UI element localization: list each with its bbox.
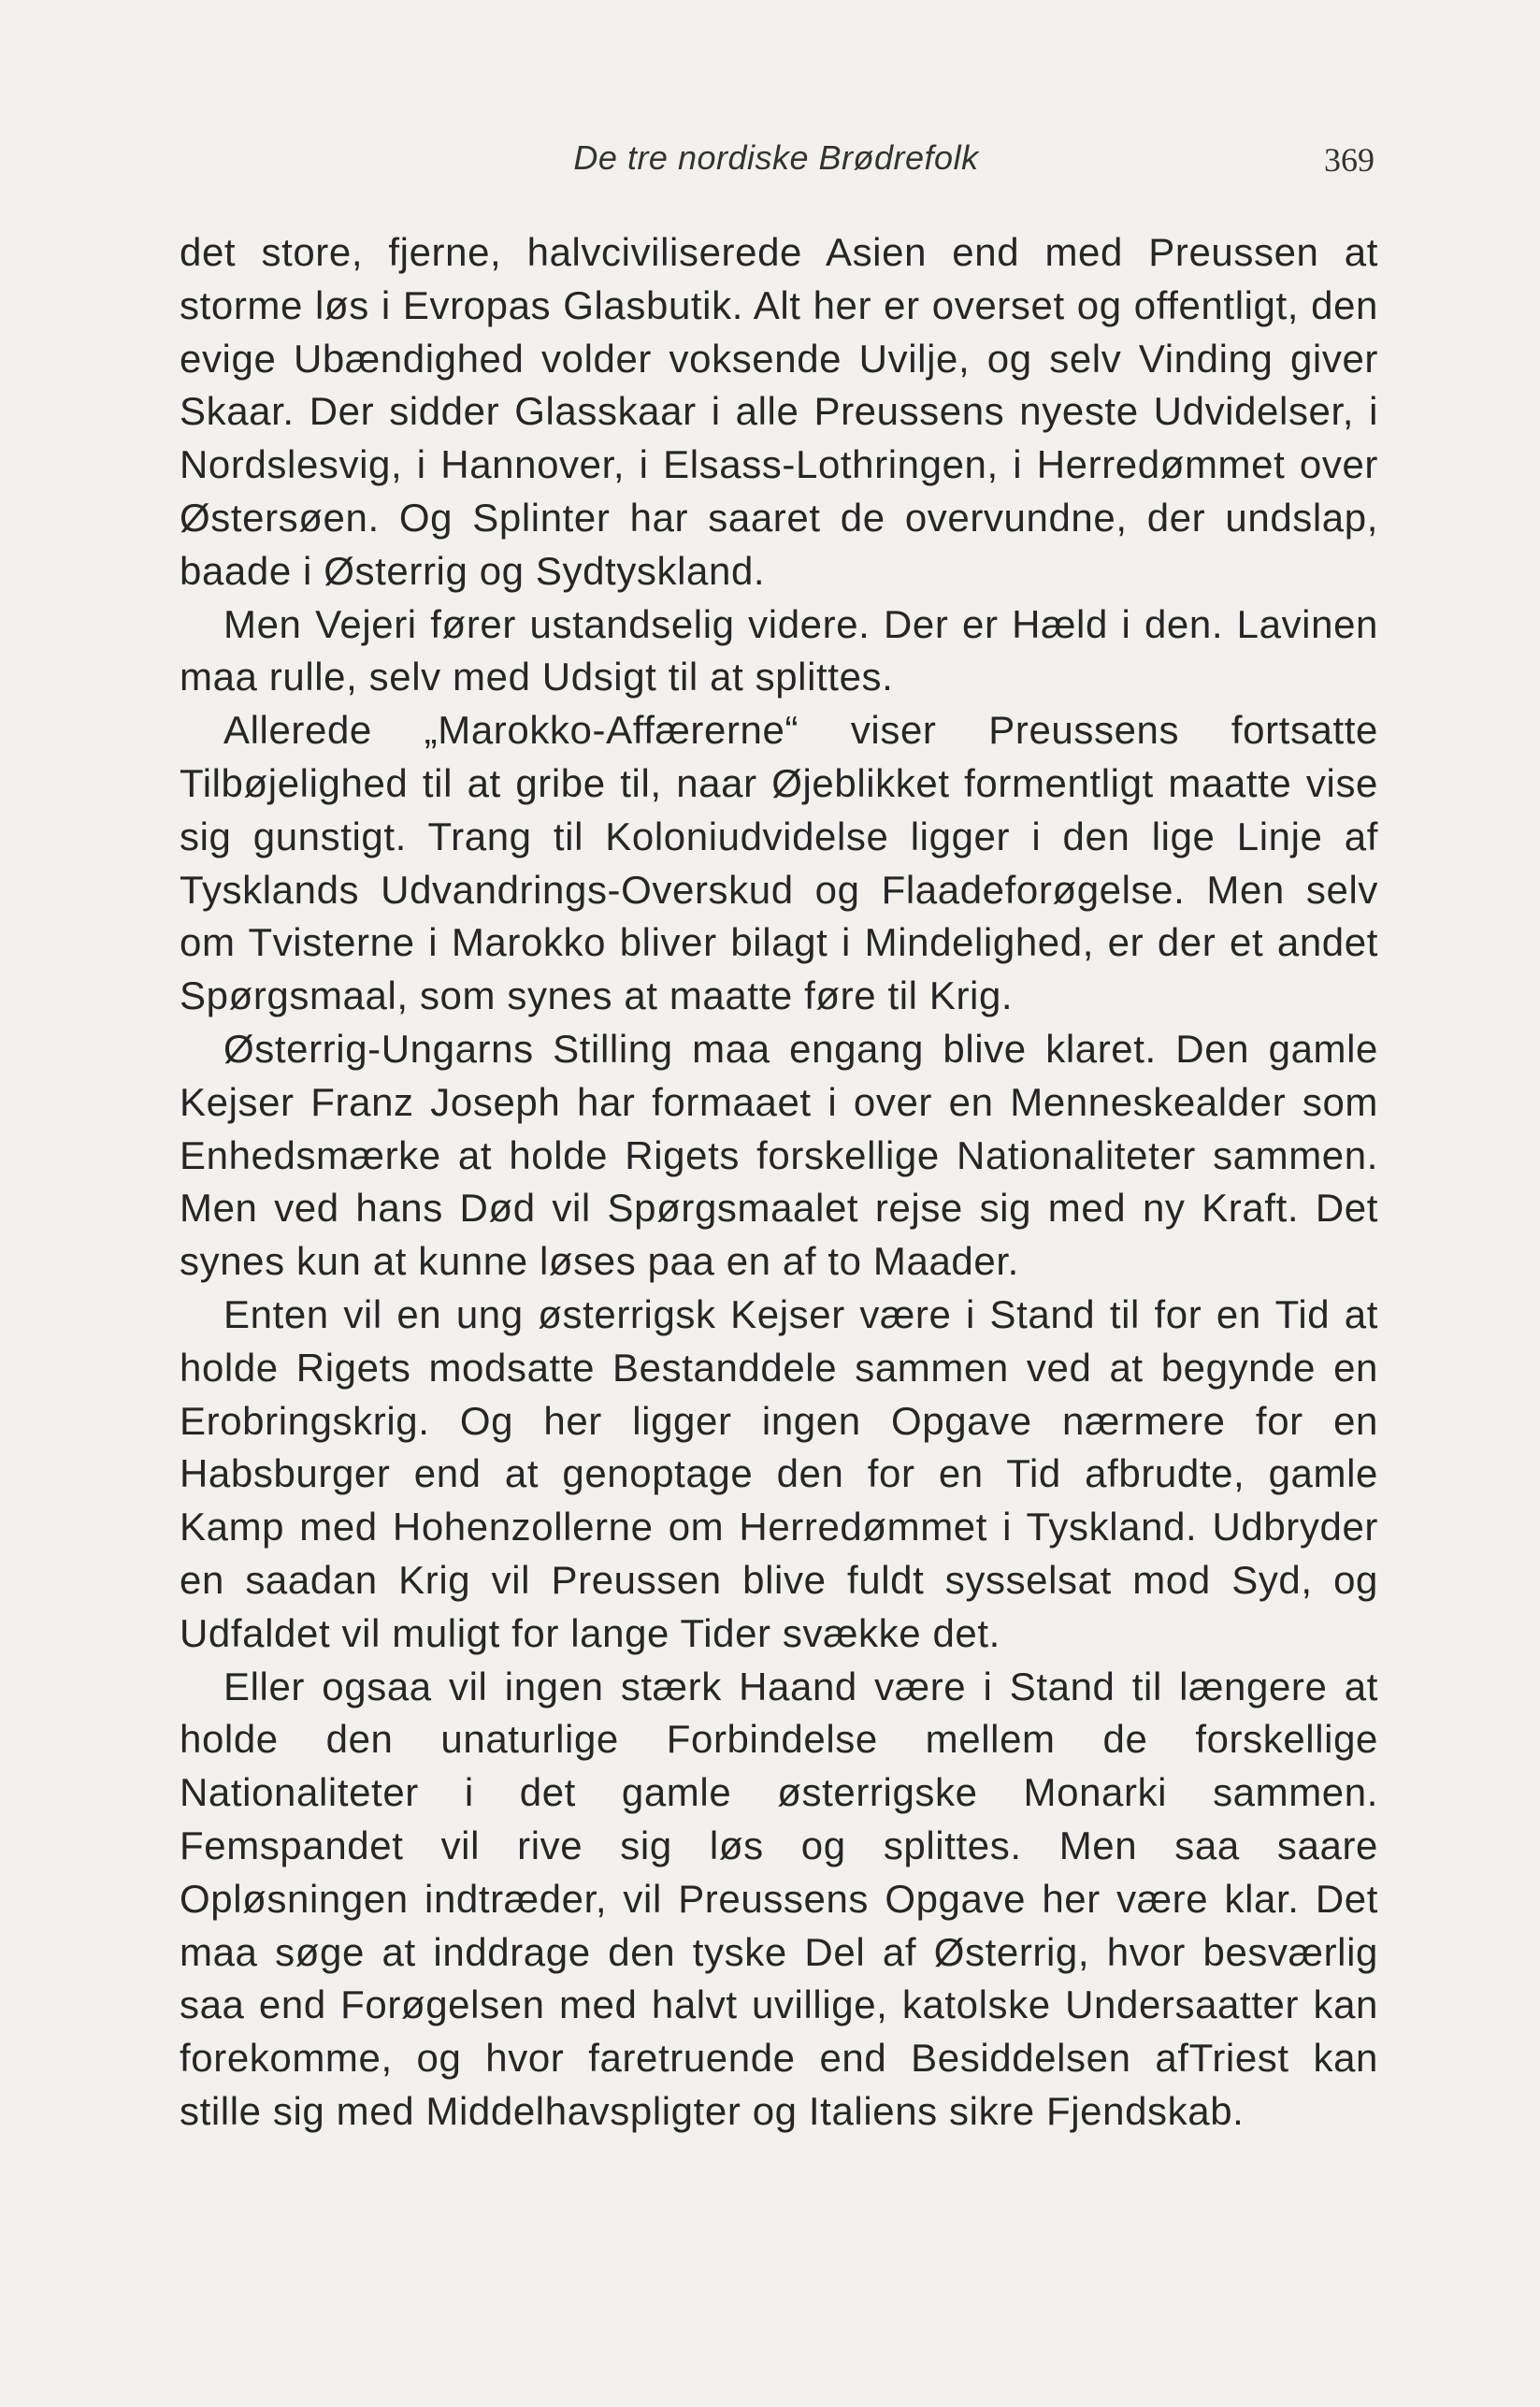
paragraph: Men Vejeri fører ustandselig videre. Der er Hæld i den. Lavinen maa rulle, selv med Udsigt til at splittes. <box>180 601 1378 699</box>
paragraph: Allerede „Marokko-Affærerne“ viser Preussens fortsatte Tilbøjelighed til at gribe til, naar Øjeblikket formentligt maatte vise sig gunstigt. Trang til Koloniudvidelse ligger i den lige Linje af Tysklands Udvandrings-Overskud og Flaadeforøgelse. Men selv om Tvisterne i Marokko bliver bilagt i Mindelighed, er der et andet Spørgsmaal, som synes at maatte føre til Krig. <box>180 708 1378 1018</box>
paragraph: Eller ogsaa vil ingen stærk Haand være i Stand til længere at holde den unaturlige Forbindelse mellem de forskellige Nationaliteter i det gamle østerrigske Monarki sammen. Femspandet vil rive sig løs og splittes. Men saa saare Opløsningen indtræder, vil Preussens Opgave her være klar. Det maa søge at inddrage den tyske Del af Østerrig, hvor besværlig saa end Forøgelsen med halvt uvillige, katolske Undersaatter kan forekomme, og hvor faretruende end Besiddelsen afTriest kan stille sig med Middelhavspligter og Italiens sikre Fjendskab. <box>180 1664 1378 2133</box>
paragraph: Østerrig-Ungarns Stilling maa engang blive klaret. Den gamle Kejser Franz Joseph har formaaet i over en Menneskealder som Enhedsmærke at holde Rigets forskellige Nationaliteter sammen. Men ved hans Død vil Spørgsmaalet rejse sig med ny Kraft. Det synes kun at kunne løses paa en af to Maader. <box>180 1026 1378 1284</box>
running-title: De tre nordiske Brødrefolk <box>573 138 979 177</box>
body-text <box>180 226 1378 2139</box>
page-header <box>178 138 1374 195</box>
paragraph: Enten vil en ung østerrigsk Kejser være i Stand til for en Tid at holde Rigets modsatte Bestanddele sammen ved at begynde en Erobringskrig. Og her ligger ingen Opgave nærmere for en Habsburger end at genoptage den for en Tid afbrudte, gamle Kamp med Hohenzollerne om Herredømmet i Tyskland. Udbryder en saadan Krig vil Preussen blive fuldt sysselsat mod Syd, og Udfaldet vil muligt for lange Tider svække det. <box>180 1291 1378 1655</box>
paragraph-continuation: det store, fjerne, halvciviliserede Asien end med Preussen at storme løs i Evropas Glasbutik. Alt her er overset og offentligt, den evige Ubændighed volder voksende Uvilje, og selv Vinding giver Skaar. Der sidder Glasskaar i alle Preussens nyeste Udvidelser, i Nordslesvig, i Hannover, i Elsass-Lothringen, i Herredømmet over Østersøen. Og Splinter har saaret de overvundne, der undslap, baade i Østerrig og Sydtyskland. <box>180 230 1378 593</box>
page-number: 369 <box>1324 141 1374 179</box>
